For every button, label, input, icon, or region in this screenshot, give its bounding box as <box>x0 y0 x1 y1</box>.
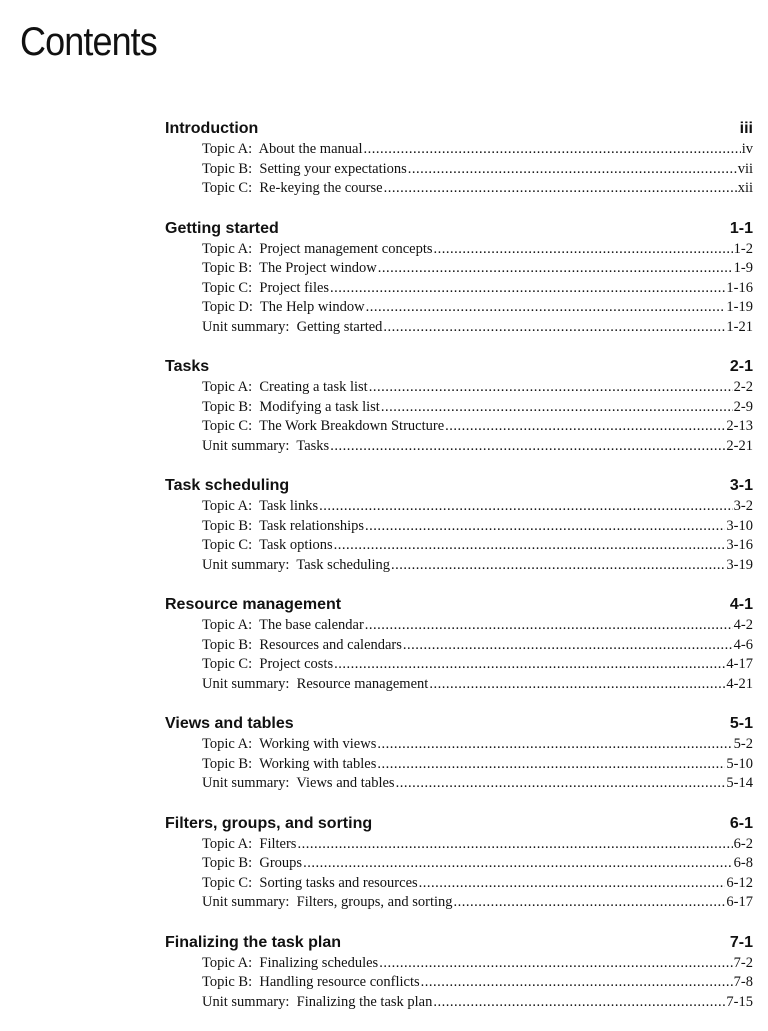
entry-page-number: 5-2 <box>733 736 753 752</box>
entry-page-number: 7-15 <box>726 993 753 1010</box>
toc-section <box>165 118 753 199</box>
toc-entry <box>202 497 753 517</box>
toc-entry <box>202 874 753 894</box>
dot-leader <box>330 279 725 299</box>
toc-section <box>165 932 753 1013</box>
dot-leader <box>334 655 725 675</box>
section-title: Getting started <box>165 219 279 237</box>
entry-label: Topic B: Modifying a task list <box>202 398 380 415</box>
entry-label: Unit summary: Tasks <box>202 437 330 454</box>
dot-leader <box>454 893 726 913</box>
toc-section <box>165 475 753 575</box>
section-page-number: 3-1 <box>729 477 753 494</box>
entry-label: Unit summary: Resource management <box>202 675 429 692</box>
toc-entry <box>202 735 753 755</box>
toc-entry <box>202 893 753 913</box>
table-of-contents <box>165 118 753 1031</box>
dot-leader <box>334 536 726 556</box>
section-heading <box>165 118 753 140</box>
entry-label: Unit summary: Task scheduling <box>202 556 391 573</box>
toc-entry <box>202 298 753 318</box>
toc-entry <box>202 179 753 199</box>
dot-leader <box>419 874 726 894</box>
dot-leader <box>377 755 725 775</box>
page-title: Contents <box>20 20 157 64</box>
toc-section <box>165 356 753 456</box>
dot-leader <box>365 616 733 636</box>
section-heading <box>165 932 753 954</box>
entry-label: Topic B: Handling resource conflicts <box>202 974 420 990</box>
toc-entry <box>202 259 753 279</box>
section-page-number: 4-1 <box>729 596 753 613</box>
dot-leader <box>319 497 733 517</box>
entry-label: Topic B: Resources and calendars <box>202 636 402 653</box>
section-heading <box>165 713 753 735</box>
section-heading <box>165 594 753 616</box>
entry-label: Topic A: The base calendar <box>202 617 364 633</box>
toc-entry <box>202 536 753 556</box>
entry-page-number: 4-6 <box>733 636 753 653</box>
section-page-number: iii <box>739 120 753 137</box>
entry-page-number: 3-16 <box>726 537 753 553</box>
entry-page-number: 4-21 <box>726 675 753 692</box>
toc-entry <box>202 993 753 1013</box>
entry-page-number: 3-19 <box>726 556 753 573</box>
toc-entry <box>202 774 753 794</box>
toc-entry <box>202 556 753 576</box>
dot-leader <box>408 160 737 180</box>
entry-page-number: 5-14 <box>726 775 753 791</box>
toc-entry <box>202 655 753 675</box>
entry-label: Topic A: Finalizing schedules <box>202 954 379 971</box>
section-title: Introduction <box>165 120 259 137</box>
entry-page-number: 6-2 <box>733 835 753 852</box>
toc-entry <box>202 973 753 993</box>
toc-entry <box>202 835 753 855</box>
section-page-number: 7-1 <box>729 933 753 951</box>
section-page-number: 5-1 <box>729 715 753 732</box>
dot-leader <box>369 378 733 398</box>
entry-label: Topic C: Sorting tasks and resources <box>202 874 418 891</box>
toc-entry <box>202 517 753 537</box>
dot-leader <box>396 774 726 794</box>
entry-page-number: 7-8 <box>733 974 753 990</box>
dot-leader <box>433 993 725 1013</box>
entry-page-number: 2-9 <box>733 398 753 415</box>
entry-label: Topic C: Re-keying the course <box>202 180 383 196</box>
toc-entry <box>202 318 753 338</box>
toc-entry <box>202 675 753 695</box>
entry-label: Topic B: Groups <box>202 855 303 871</box>
entry-page-number: 3-2 <box>733 498 753 514</box>
entry-label: Topic A: About the manual <box>202 141 363 157</box>
section-page-number: 6-1 <box>729 814 753 832</box>
entry-page-number: 4-2 <box>733 617 753 633</box>
entry-page-number: 7-2 <box>733 954 753 971</box>
dot-leader <box>366 298 726 318</box>
entry-label: Topic B: Setting your expectations <box>202 160 407 177</box>
entry-page-number: 4-17 <box>726 656 753 672</box>
entry-label: Topic A: Filters <box>202 835 297 852</box>
entry-page-number: 2-2 <box>733 379 753 395</box>
entry-page-number: 5-10 <box>726 755 753 772</box>
entry-page-number: 6-8 <box>733 855 753 871</box>
section-heading <box>165 218 753 240</box>
dot-leader <box>303 854 733 874</box>
dot-leader <box>391 556 725 576</box>
entry-label: Topic A: Working with views <box>202 736 377 752</box>
entry-page-number: 6-17 <box>726 894 753 910</box>
section-heading <box>165 813 753 835</box>
toc-entry <box>202 854 753 874</box>
toc-entry <box>202 954 753 974</box>
toc-entry <box>202 437 753 457</box>
toc-section <box>165 218 753 338</box>
dot-leader <box>378 259 733 279</box>
dot-leader <box>330 437 725 457</box>
entry-label: Unit summary: Getting started <box>202 318 383 335</box>
dot-leader <box>381 398 733 418</box>
entry-page-number: 1-2 <box>733 240 753 257</box>
dot-leader <box>365 517 725 537</box>
entry-page-number: 1-16 <box>726 279 753 296</box>
entry-label: Topic D: The Help window <box>202 299 365 315</box>
toc-entry <box>202 140 753 160</box>
entry-page-number: 1-9 <box>733 260 753 276</box>
entry-label: Topic C: Project files <box>202 279 330 296</box>
section-heading <box>165 475 753 497</box>
entry-label: Topic B: Task relationships <box>202 517 365 534</box>
dot-leader <box>421 973 733 993</box>
entry-label: Unit summary: Finalizing the task plan <box>202 993 433 1010</box>
section-title: Resource management <box>165 596 342 613</box>
dot-leader <box>384 179 737 199</box>
entry-page-number: iv <box>741 141 753 157</box>
entry-page-number: 1-21 <box>726 318 753 335</box>
dot-leader <box>297 835 732 855</box>
entry-page-number: vii <box>737 160 753 177</box>
section-heading <box>165 356 753 378</box>
toc-entry <box>202 240 753 260</box>
section-page-number: 2-1 <box>729 358 753 375</box>
toc-entry <box>202 755 753 775</box>
entry-page-number: 2-21 <box>726 437 753 454</box>
dot-leader <box>379 954 732 974</box>
section-title: Views and tables <box>165 715 294 732</box>
dot-leader <box>434 240 733 260</box>
toc-entry <box>202 636 753 656</box>
entry-label: Topic C: Project costs <box>202 656 334 672</box>
entry-label: Topic A: Project management concepts <box>202 240 433 257</box>
dot-leader <box>429 675 725 695</box>
entry-label: Topic B: Working with tables <box>202 755 377 772</box>
toc-entry <box>202 398 753 418</box>
entry-label: Topic B: The Project window <box>202 260 377 276</box>
entry-page-number: 1-19 <box>726 299 753 315</box>
entry-page-number: 2-13 <box>726 418 753 434</box>
toc-entry <box>202 160 753 180</box>
entry-label: Topic C: Task options <box>202 537 333 553</box>
dot-leader <box>445 417 725 437</box>
entry-label: Topic A: Task links <box>202 498 319 514</box>
entry-page-number: 6-12 <box>726 874 753 891</box>
toc-section <box>165 813 753 913</box>
section-title: Filters, groups, and sorting <box>165 814 373 832</box>
entry-page-number: xii <box>737 180 753 196</box>
entry-label: Unit summary: Filters, groups, and sorting <box>202 894 453 910</box>
dot-leader <box>383 318 725 338</box>
toc-section <box>165 594 753 694</box>
entry-label: Topic C: The Work Breakdown Structure <box>202 418 445 434</box>
dot-leader <box>363 140 740 160</box>
entry-label: Topic A: Creating a task list <box>202 379 368 395</box>
section-title: Task scheduling <box>165 477 290 494</box>
section-title: Finalizing the task plan <box>165 933 342 951</box>
dot-leader <box>377 735 732 755</box>
toc-section <box>165 713 753 794</box>
entry-page-number: 3-10 <box>726 517 753 534</box>
section-title: Tasks <box>165 358 210 375</box>
toc-entry <box>202 417 753 437</box>
toc-entry <box>202 616 753 636</box>
toc-entry <box>202 378 753 398</box>
entry-label: Unit summary: Views and tables <box>202 775 395 791</box>
dot-leader <box>403 636 733 656</box>
toc-entry <box>202 279 753 299</box>
section-page-number: 1-1 <box>729 219 753 237</box>
